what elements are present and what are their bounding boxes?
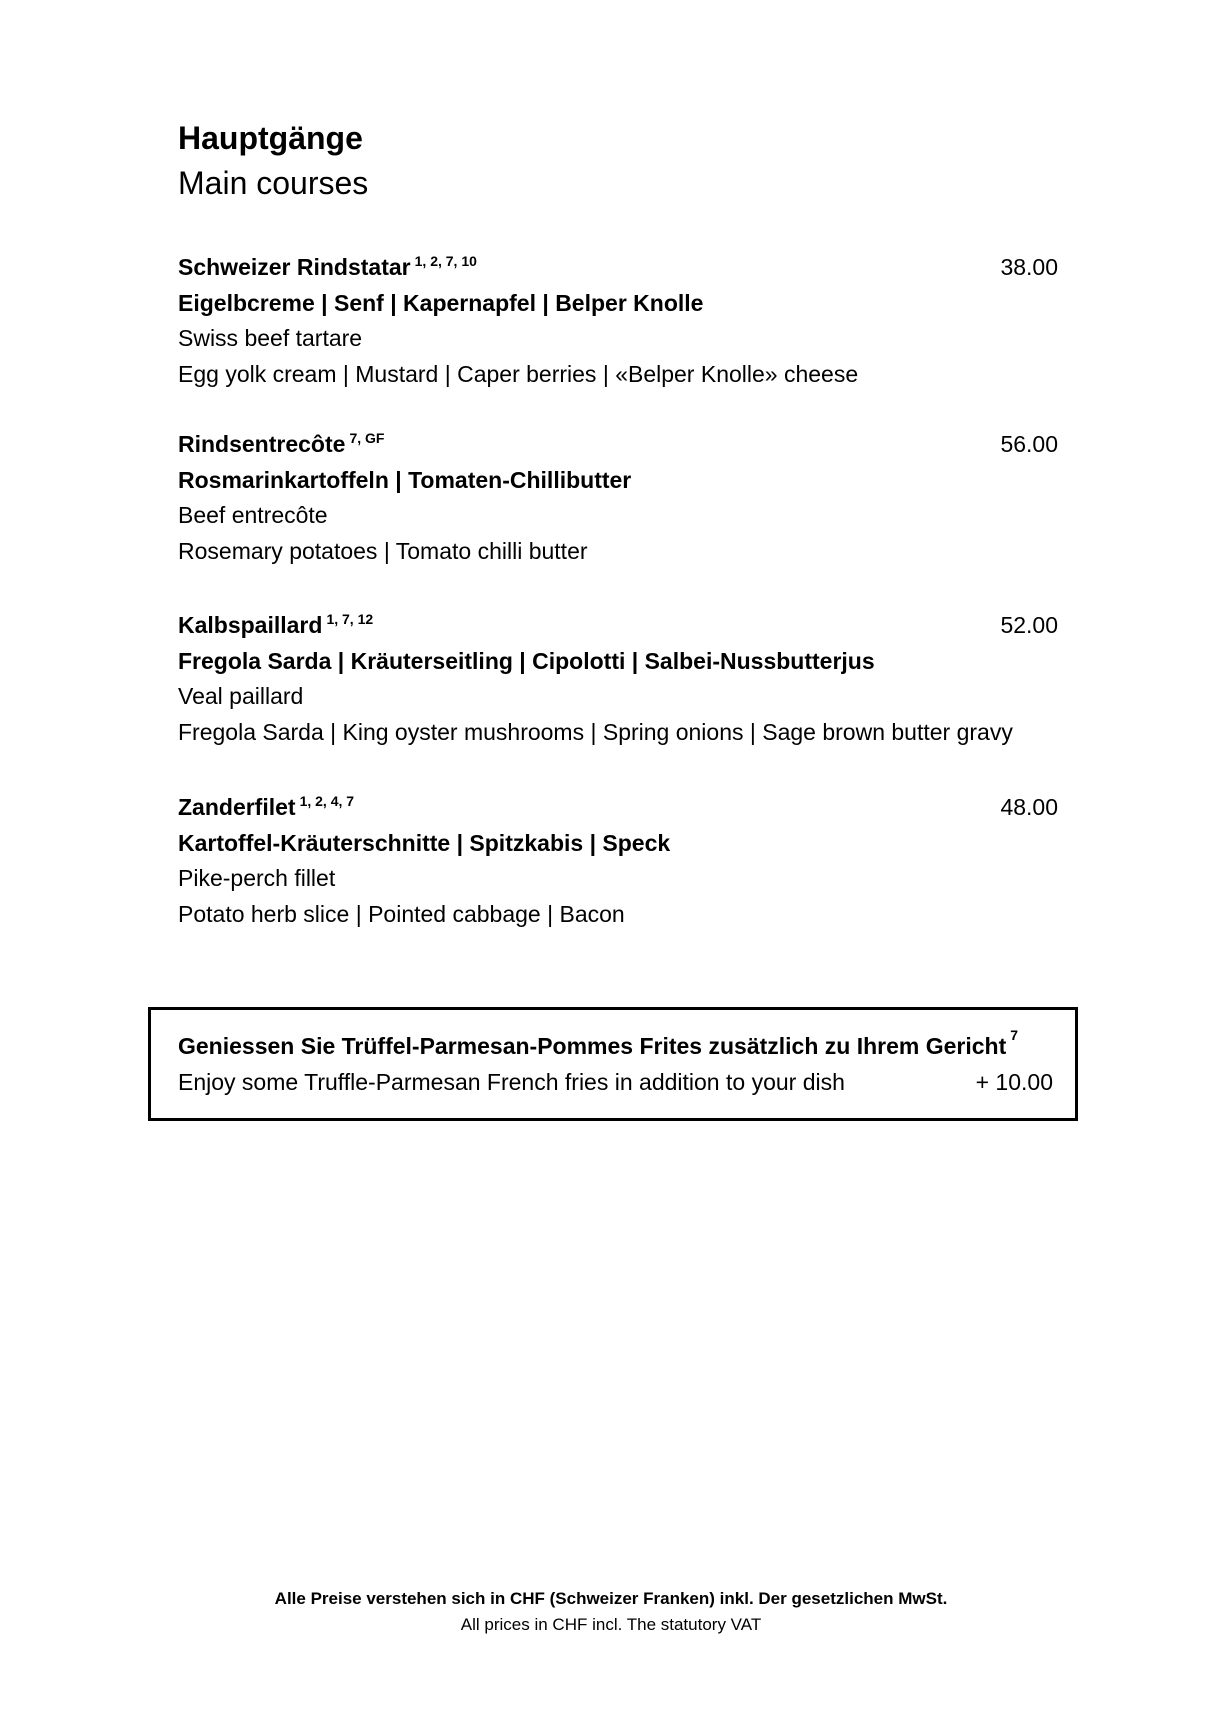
dish-name-en: Swiss beef tartare — [178, 325, 363, 351]
dish-item — [178, 250, 1058, 392]
extra-offer-de: Geniessen Sie Trüffel-Parmesan-Pommes Frites zusätzlich zu Ihrem Gericht — [178, 1033, 1007, 1059]
dish-name-de: Zanderfilet — [178, 794, 296, 820]
dish-name-row — [178, 250, 1058, 286]
dish-name-row — [178, 608, 1058, 644]
price-footnote — [0, 1585, 1222, 1638]
extra-offer-de-row — [178, 1027, 1019, 1060]
allergen-codes: 7 — [1010, 1027, 1019, 1043]
allergen-codes: 1, 2, 4, 7 — [299, 793, 355, 809]
section-title-de: Hauptgänge — [178, 120, 363, 156]
dish-sides-en: Fregola Sarda | King oyster mushrooms | Spring onions | Sage brown butter gravy — [178, 718, 1013, 745]
extra-offer-en: Enjoy some Truffle-Parmesan French fries in addition to your dish — [178, 1069, 845, 1095]
dish-price: 52.00 — [1000, 612, 1058, 638]
extra-offer-box — [148, 1007, 1078, 1121]
extra-offer-price: + 10.00 — [975, 1069, 1053, 1095]
footnote-de: Alle Preise verstehen sich in CHF (Schweizer Franken) inkl. Der gesetzlichen MwSt. — [274, 1589, 948, 1608]
dish-sides-de: Eigelbcreme | Senf | Kapernapfel | Belper Knolle — [178, 289, 704, 316]
dish-name-en: Beef entrecôte — [178, 502, 328, 528]
dish-item — [178, 790, 1058, 932]
dish-name-row — [178, 427, 1058, 463]
section-title — [178, 116, 368, 206]
dish-price: 48.00 — [1000, 794, 1058, 820]
dish-price: 56.00 — [1000, 431, 1058, 457]
dish-sides-de: Kartoffel-Kräuterschnitte | Spitzkabis | Speck — [178, 829, 671, 856]
footnote-en: All prices in CHF incl. The statutory VAT — [460, 1615, 762, 1634]
dish-sides-de: Rosmarinkartoffeln | Tomaten-Chillibutter — [178, 466, 632, 493]
dish-sides-en: Rosemary potatoes | Tomato chilli butter — [178, 537, 588, 564]
dish-sides-en: Egg yolk cream | Mustard | Caper berries | «Belper Knolle» cheese — [178, 360, 859, 387]
dish-name-de: Rindsentrecôte — [178, 431, 346, 457]
allergen-codes: 1, 7, 12 — [326, 611, 374, 627]
dish-name-en: Veal paillard — [178, 683, 304, 709]
dish-item — [178, 608, 1058, 750]
dish-name-en: Pike-perch fillet — [178, 865, 336, 891]
dish-sides-en: Potato herb slice | Pointed cabbage | Bacon — [178, 900, 625, 927]
dish-name-de: Kalbspaillard — [178, 612, 323, 638]
allergen-codes: 1, 2, 7, 10 — [414, 253, 477, 269]
allergen-codes: 7, GF — [349, 430, 385, 446]
dish-name-row — [178, 790, 1058, 826]
dish-price: 38.00 — [1000, 254, 1058, 280]
dish-name-de: Schweizer Rindstatar — [178, 254, 411, 280]
dish-item — [178, 427, 1058, 569]
section-title-en: Main courses — [178, 165, 369, 201]
dish-sides-de: Fregola Sarda | Kräuterseitling | Cipolotti | Salbei-Nussbutterjus — [178, 647, 875, 674]
